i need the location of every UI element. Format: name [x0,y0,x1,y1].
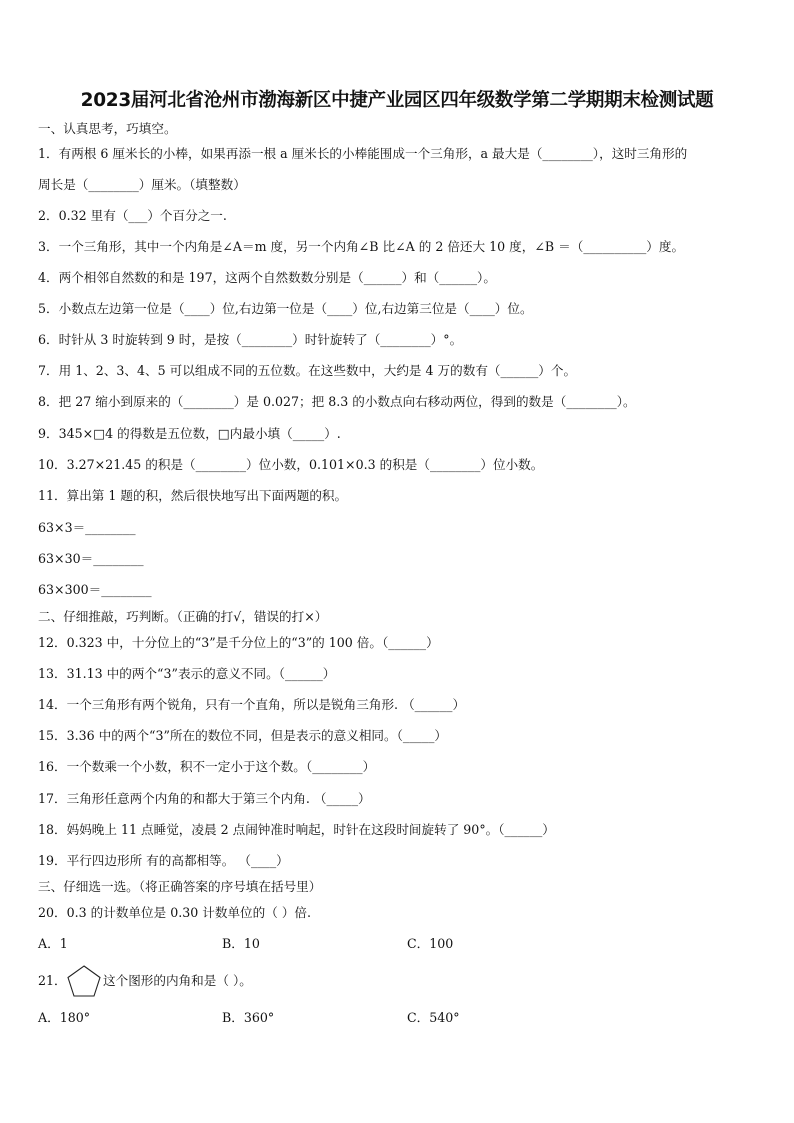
question-18: 18．妈妈晚上 11 点睡觉，凌晨 2 点闹钟准时响起，时针在这段时间旋转了 90°。（______） [38,822,555,837]
question-5: 5．小数点左边第一位是（____）位,右边第一位是（____）位,右边第三位是（____）位。 [38,301,533,316]
question-20-option-c: C．100 [407,936,454,951]
question-17: 17．三角形任意两个内角的和都大于第三个内角. （_____） [38,791,371,806]
question-13: 13．31.13 中的两个“3”表示的意义不同。（______） [38,666,336,681]
section-3-heading: 三、仔细选一选。（将正确答案的序号填在括号里） [38,879,322,894]
question-21-option-c: C．540° [407,1010,460,1025]
question-20: 20．0.3 的计数单位是 0.30 计数单位的（ ）倍. [38,905,312,920]
question-1: 1．有两根 6 厘米长的小棒，如果再添一根 a 厘米长的小棒能围成一个三角形，a 最大是（________），这时三角形的 [38,146,688,161]
question-6: 6．时针从 3 时旋转到 9 时，是按（________）时针旋转了（________）°。 [38,332,463,347]
question-21-option-b: B．360° [222,1010,275,1025]
page-title: 2023届河北省沧州市渤海新区中捷产业园区四年级数学第二学期期末检测试题 [80,90,714,111]
question-16: 16．一个数乘一个小数，积不一定小于这个数。（________） [38,759,376,774]
question-11-c: 63×300＝________ [38,582,152,597]
question-20-option-b: B．10 [222,936,260,951]
question-21-number: 21． [38,973,67,988]
question-15: 15．3.36 中的两个“3”所在的数位不同，但是表示的意义相同。（_____） [38,728,447,743]
question-4: 4．两个相邻自然数的和是 197，这两个自然数数分别是（______）和（______）。 [38,270,496,285]
question-2: 2．0.32 里有（___）个百分之一. [38,208,227,223]
question-11-b: 63×30＝________ [38,551,144,566]
question-20-option-a: A．1 [38,936,68,951]
question-9: 9．345×□4 的得数是五位数，□内最小填（_____）. [38,426,341,441]
question-21-option-a: A．180° [38,1010,91,1025]
pentagon-icon [66,964,102,998]
question-7: 7．用 1、2、3、4、5 可以组成不同的五位数。在这些数中，大约是 4 万的数有（______）个。 [38,363,577,378]
question-11-a: 63×3＝________ [38,520,136,535]
question-3: 3．一个三角形，其中一个内角是∠A＝m 度，另一个内角∠B 比∠A 的 2 倍还大 10 度，∠B ＝（__________）度。 [38,239,685,254]
question-11: 11．算出第 1 题的积，然后很快地写出下面两题的积。 [38,488,348,503]
section-2-heading: 二、仔细推敲，巧判断。（正确的打√，错误的打×） [38,609,328,624]
question-1-cont: 周长是（________）厘米。（填整数） [38,177,246,192]
question-21-text: 这个图形的内角和是（ ）。 [103,973,252,988]
question-8: 8．把 27 缩小到原来的（________）是 0.027；把 8.3 的小数点向右移动两位，得到的数是（________）。 [38,394,636,409]
question-19: 19．平行四边形所 有的高都相等。 （____） [38,853,289,868]
section-1-heading: 一、认真思考，巧填空。 [38,121,177,136]
question-10: 10．3.27×21.45 的积是（________）位小数，0.101×0.3 的积是（________）位小数。 [38,457,544,472]
question-12: 12．0.323 中，十分位上的“3”是千分位上的“3”的 100 倍。（______） [38,635,439,650]
question-14: 14．一个三角形有两个锐角，只有一个直角，所以是锐角三角形. （______） [38,697,466,712]
